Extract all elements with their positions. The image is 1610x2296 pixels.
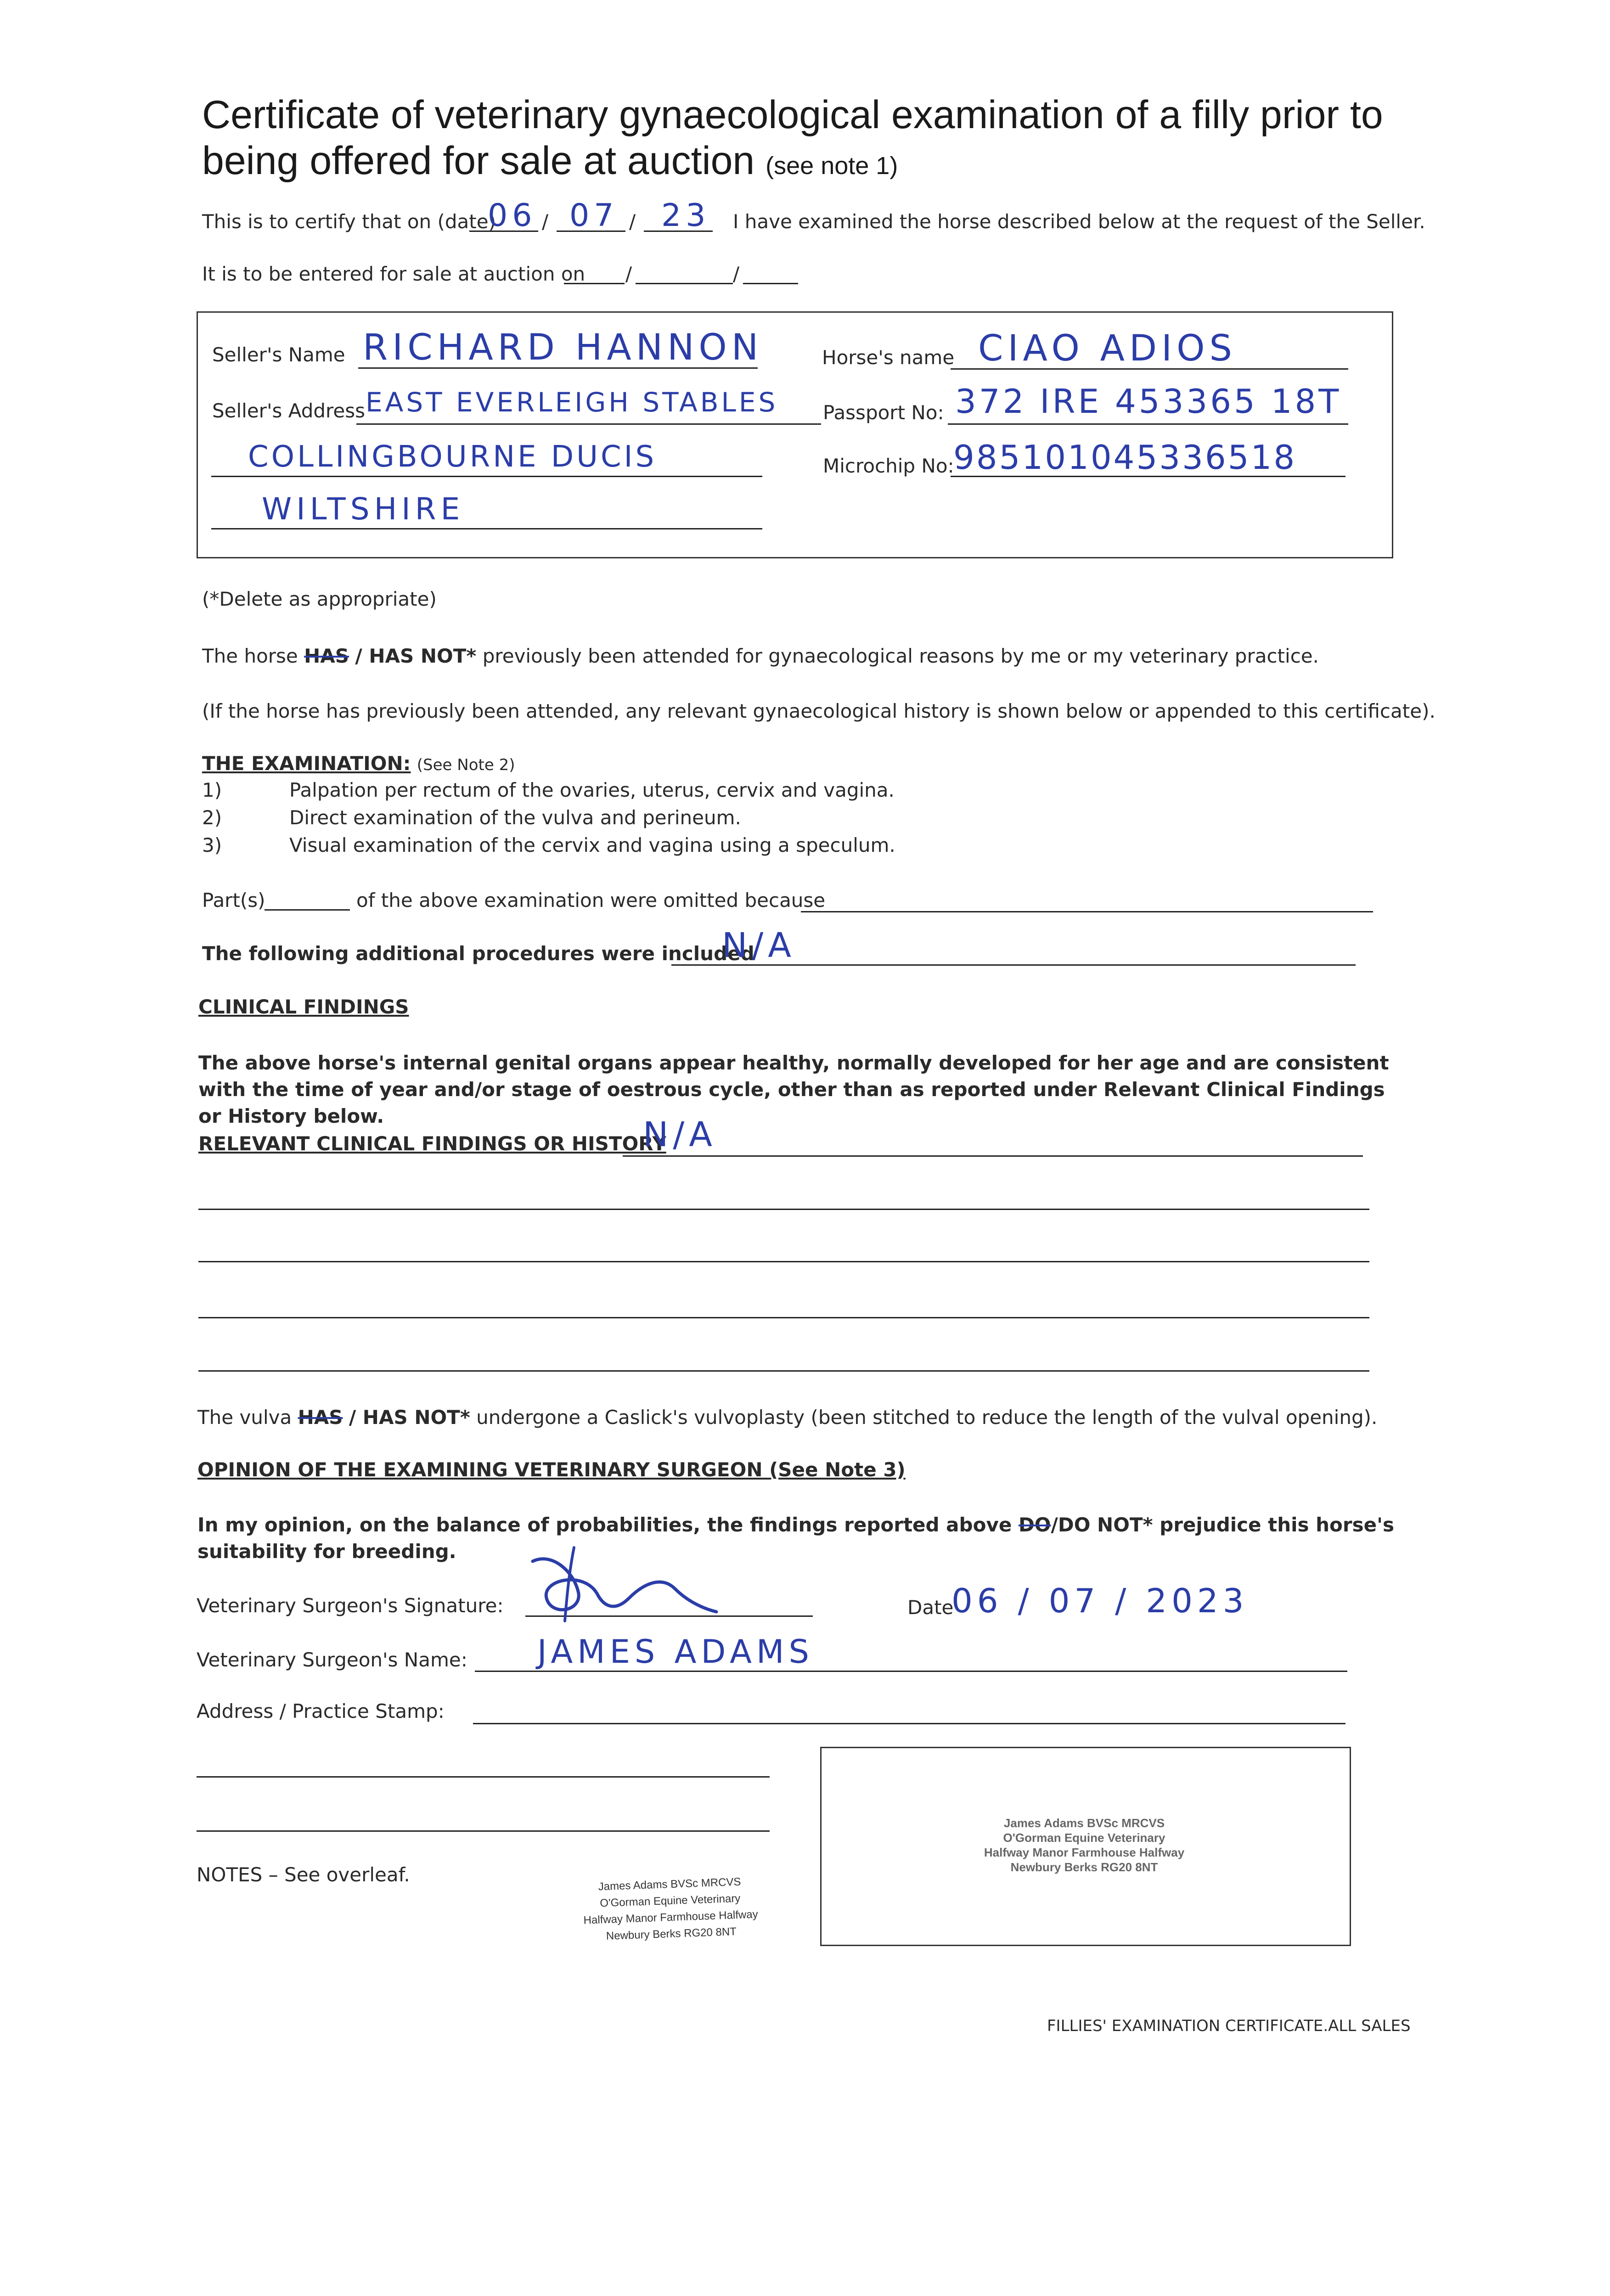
vulva-has-not: / HAS NOT* (349, 1406, 470, 1429)
horse-name-label: Horse's name (822, 346, 955, 369)
seller-address-value-2: COLLINGBOURNE DUCIS (248, 440, 657, 474)
auction-year-line (743, 283, 798, 284)
notes-overleaf: NOTES – See overleaf. (197, 1863, 410, 1886)
stamp-free-line-1: James Adams BVSc MRCVS (598, 1875, 741, 1893)
signature-date-label: Date (907, 1596, 954, 1619)
practice-stamp-in-box (820, 1816, 1348, 1874)
exam-item-text-1: Palpation per rectum of the ovaries, uterus, cervix and vagina. (289, 779, 895, 801)
vulva-suffix: undergone a Caslick's vulvoplasty (been stitched to reduce the length of the vulval opening). (476, 1406, 1378, 1429)
stamp-box-line-4: Newbury Berks RG20 8NT (1010, 1860, 1158, 1874)
delete-note: (*Delete as appropriate) (202, 588, 437, 610)
certify-suffix: I have examined the horse described below at the request of the Seller. (733, 210, 1425, 233)
address-stamp-label: Address / Practice Stamp: (197, 1700, 445, 1722)
examination-heading-note: (See Note 2) (417, 756, 515, 774)
title-text: Certificate of veterinary gynaecological examination of a filly prior to being offered for sale at auction (202, 93, 1383, 183)
vulva-prefix: The vulva (197, 1406, 292, 1429)
stamp-box-line-3: Halfway Manor Farmhouse Halfway (984, 1846, 1185, 1859)
signature-date-value: 06 / 07 / 2023 (951, 1581, 1249, 1620)
opinion-do-not: /DO NOT* (1051, 1514, 1153, 1536)
attended-suffix: previously been attended for gynaecological reasons by me or my veterinary practice. (482, 645, 1319, 667)
certify-prefix: This is to certify that on (date) (202, 210, 496, 233)
attended-prefix: The horse (202, 645, 298, 667)
relevant-value: N/A (643, 1115, 717, 1154)
seller-name-label: Seller's Name (212, 343, 345, 366)
certify-sep-1: / (542, 210, 549, 233)
opinion-do-struck: DO (1018, 1514, 1051, 1536)
stamp-free-line-2: O'Gorman Equine Veterinary (599, 1892, 741, 1910)
attended-statement (202, 645, 1319, 667)
history-note: (If the horse has previously been attended, any relevant gynaecological history is shown below or appended to this certificate). (202, 700, 1435, 722)
seller-address-value-3: WILTSHIRE (262, 491, 465, 527)
attended-has-not: / HAS NOT* (355, 645, 477, 667)
microchip-label: Microchip No: (823, 455, 954, 477)
clinical-statement: The above horse's internal genital organs appear healthy, normally developed for her age and are consistent with the time of year and/or stage of oestrous cycle, other than as reported under Relevant Clinical Findings or History below. (198, 1052, 1389, 1127)
auction-day-line (564, 283, 625, 284)
opinion-prefix: In my opinion, on the balance of probabilities, the findings reported above (197, 1514, 1012, 1536)
stamp-box-line-1: James Adams BVSc MRCVS (1003, 1816, 1165, 1830)
vet-name-line (475, 1671, 1347, 1672)
title-note: (see note 1) (766, 152, 898, 180)
passport-label: Passport No: (823, 401, 944, 424)
relevant-line-3 (198, 1261, 1369, 1262)
passport-line (948, 423, 1348, 425)
form-id: FILLIES' EXAMINATION CERTIFICATE.ALL SALES (1047, 2017, 1411, 2035)
exam-item-num-1: 1) (202, 779, 222, 801)
omitted-prefix: Part(s) (202, 889, 265, 912)
horse-name-value: CIAO ADIOS (978, 328, 1237, 369)
exam-item-text-3: Visual examination of the cervix and vagina using a speculum. (289, 834, 895, 856)
signature-label: Veterinary Surgeon's Signature: (197, 1594, 504, 1617)
certify-date-year: 23 (661, 197, 710, 234)
relevant-line-4 (198, 1317, 1369, 1318)
additional-value: N/A (722, 926, 796, 965)
address-line-2 (197, 1776, 770, 1778)
attended-has-struck: HAS (304, 645, 349, 667)
vet-name-value: JAMES ADAMS (537, 1633, 814, 1671)
clinical-heading: CLINICAL FINDINGS (198, 996, 409, 1018)
additional-label: The following additional procedures were included (202, 942, 754, 965)
examination-heading-row (202, 752, 515, 775)
seller-address-line-3 (211, 528, 762, 529)
certify-date-month: 07 (569, 197, 619, 234)
auction-sep-2: / (733, 263, 740, 285)
certify-sep-2: / (629, 210, 636, 233)
auction-label: It is to be entered for sale at auction on (202, 263, 585, 285)
practice-stamp-free (550, 1872, 791, 1947)
vet-name-label: Veterinary Surgeon's Name: (197, 1649, 467, 1671)
relevant-line-5 (198, 1370, 1369, 1372)
opinion-heading: OPINION OF THE EXAMINING VETERINARY SURGEON (See Note 3) (197, 1458, 906, 1481)
exam-item-num-3: 3) (202, 834, 222, 856)
auction-month-line (636, 283, 733, 284)
exam-item-num-2: 2) (202, 806, 222, 829)
stamp-box-line-2: O'Gorman Equine Veterinary (1003, 1831, 1165, 1845)
seller-address-label: Seller's Address (212, 400, 365, 422)
examination-heading: THE EXAMINATION: (202, 752, 411, 775)
address-line-3 (197, 1830, 770, 1832)
omitted-parts-line (265, 909, 350, 911)
stamp-free-line-3: Halfway Manor Farmhouse Halfway (583, 1908, 759, 1927)
seller-address-value-1: EAST EVERLEIGH STABLES (366, 387, 778, 418)
omitted-suffix: of the above examination were omitted because (356, 889, 826, 912)
address-line-1 (473, 1723, 1345, 1724)
opinion-suffix: prejudice this horse's suitability for breeding. (197, 1514, 1394, 1563)
exam-item-text-2: Direct examination of the vulva and perineum. (289, 806, 741, 829)
relevant-label: RELEVANT CLINICAL FINDINGS OR HISTORY (198, 1132, 666, 1155)
vulva-has-struck: HAS (298, 1406, 343, 1429)
seller-address-line-1 (356, 423, 821, 425)
opinion-statement (197, 1512, 1401, 1565)
auction-sep-1: / (625, 263, 632, 285)
microchip-value: 985101045336518 (953, 438, 1297, 477)
page-title (202, 92, 1442, 189)
relevant-line-2 (198, 1209, 1369, 1210)
signature-mark (524, 1543, 735, 1626)
passport-value: 372 IRE 453365 18T (955, 382, 1342, 421)
vulva-statement (197, 1406, 1377, 1429)
relevant-line-1 (623, 1155, 1363, 1157)
seller-name-value: RICHARD HANNON (363, 327, 763, 368)
seller-address-line-2 (211, 476, 762, 477)
stamp-free-line-4: Newbury Berks RG20 8NT (606, 1925, 737, 1942)
certify-date-day: 06 (488, 197, 537, 234)
omitted-reason-line (801, 911, 1373, 912)
